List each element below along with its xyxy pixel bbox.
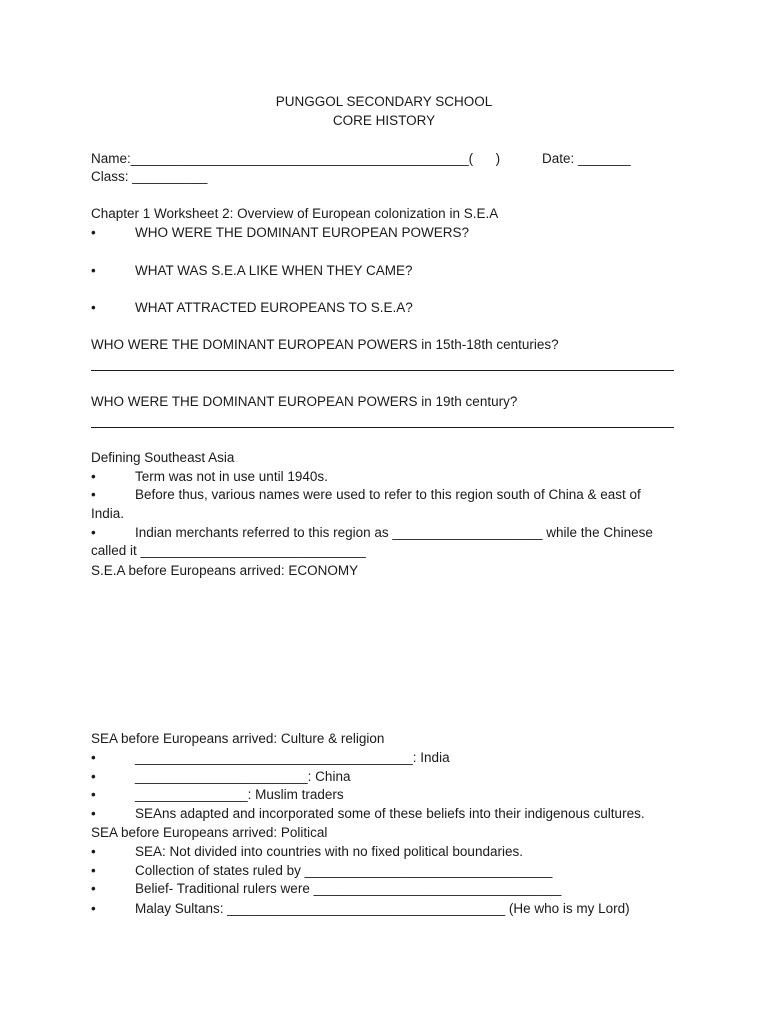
intro-question-2: WHAT WAS S.E.A LIKE WHEN THEY CAME? bbox=[135, 263, 413, 278]
date-field: Date: _______ bbox=[542, 151, 631, 166]
question-2: WHO WERE THE DOMINANT EUROPEAN POWERS in 19th century? bbox=[91, 394, 518, 409]
question-1: WHO WERE THE DOMINANT EUROPEAN POWERS in 15th-18th centuries? bbox=[91, 337, 559, 352]
defining-point-2: Before thus, various names were used to refer to this region south of China & east of bbox=[135, 487, 641, 502]
bullet: • bbox=[91, 300, 96, 315]
defining-point-2-cont: India. bbox=[91, 506, 125, 521]
subject-title: CORE HISTORY bbox=[332, 113, 436, 128]
culture-item-china: _______________________: China bbox=[135, 769, 351, 784]
bullet: • bbox=[91, 487, 96, 502]
culture-heading: SEA before Europeans arrived: Culture & religion bbox=[91, 731, 385, 746]
defining-point-1: Term was not in use until 1940s. bbox=[135, 469, 328, 484]
bullet: • bbox=[91, 787, 96, 802]
defining-point-3-cont: called it ______________________________ bbox=[91, 543, 366, 558]
political-item-4: Malay Sultans: _____________________________________ (He who is my Lord) bbox=[135, 901, 630, 916]
culture-item-adapted: SEAns adapted and incorporated some of these beliefs into their indigenous cultures. bbox=[135, 806, 645, 821]
political-item-2: Collection of states ruled by _________________________________ bbox=[135, 863, 553, 878]
bullet: • bbox=[91, 263, 96, 278]
bullet: • bbox=[91, 806, 96, 821]
class-field: Class: __________ bbox=[91, 169, 208, 184]
answer-line-2 bbox=[91, 427, 674, 428]
answer-line-1 bbox=[91, 370, 674, 371]
political-item-3: Belief- Traditional rulers were _________________________________ bbox=[135, 881, 562, 896]
culture-item-muslim: _______________: Muslim traders bbox=[135, 787, 344, 802]
political-heading: SEA before Europeans arrived: Political bbox=[91, 825, 328, 840]
bullet: • bbox=[91, 225, 96, 240]
bullet: • bbox=[91, 863, 96, 878]
bullet: • bbox=[91, 881, 96, 896]
culture-item-india: _____________________________________: India bbox=[135, 750, 450, 765]
defining-point-3: Indian merchants referred to this region as ____________________ while the Chinese bbox=[135, 525, 653, 540]
school-title: PUNGGOL SECONDARY SCHOOL bbox=[275, 94, 493, 109]
intro-question-3: WHAT ATTRACTED EUROPEANS TO S.E.A? bbox=[135, 300, 413, 315]
political-item-1: SEA: Not divided into countries with no fixed political boundaries. bbox=[135, 844, 523, 859]
defining-heading: Defining Southeast Asia bbox=[91, 450, 235, 465]
chapter-title: Chapter 1 Worksheet 2: Overview of European colonization in S.E.A bbox=[91, 206, 499, 221]
bullet: • bbox=[91, 901, 96, 916]
intro-question-1: WHO WERE THE DOMINANT EUROPEAN POWERS? bbox=[135, 225, 470, 240]
bullet: • bbox=[91, 469, 96, 484]
bullet: • bbox=[91, 769, 96, 784]
bullet: • bbox=[91, 525, 96, 540]
economy-heading: S.E.A before Europeans arrived: ECONOMY bbox=[91, 563, 359, 578]
bullet: • bbox=[91, 750, 96, 765]
bullet: • bbox=[91, 844, 96, 859]
name-field: Name:_____________________________________________( ) bbox=[91, 151, 501, 166]
